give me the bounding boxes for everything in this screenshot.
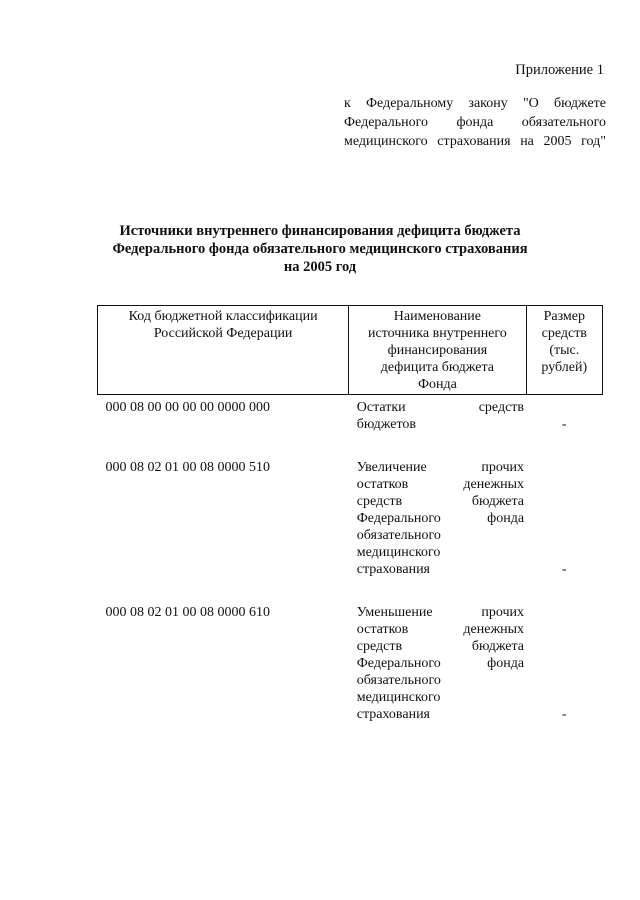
name-line: Уменьшение прочих [356, 605, 525, 620]
law-reference-line: к Федеральному закону "О бюджете [344, 96, 606, 111]
column-header-name [349, 306, 526, 395]
name-line: обязательного [356, 528, 441, 543]
row-code: 000 08 00 00 00 00 0000 000 [105, 400, 270, 415]
name-line: медицинского [356, 690, 441, 705]
title-line: Федерального фонда обязательного медицинского страхования [112, 241, 528, 257]
amount-value: - [561, 707, 567, 722]
name-line: Федерального фонда [356, 511, 525, 526]
name-line: страхования [356, 707, 430, 722]
table-row [98, 455, 603, 578]
title-line: Источники внутреннего финансирования дефицита бюджета [119, 223, 521, 239]
table-row [98, 395, 603, 434]
name-line: обязательного [356, 673, 441, 688]
row-amount [526, 600, 602, 723]
table-row [98, 600, 603, 723]
name-line: страхования [356, 562, 430, 577]
law-reference-line: Федерального фонда обязательного [344, 115, 606, 130]
row-amount [526, 395, 602, 434]
header-line: Код бюджетной классификации [128, 309, 318, 324]
name-line: Увеличение прочих [356, 460, 525, 475]
law-reference [344, 94, 606, 151]
row-amount [526, 455, 602, 578]
name-line: бюджетов [356, 417, 416, 432]
row-name [349, 455, 526, 578]
row-name [349, 600, 526, 723]
document-title [100, 222, 540, 276]
header-line: финансирования [387, 343, 488, 358]
amount-value: - [561, 562, 567, 577]
header-line: Фонда [417, 377, 457, 392]
column-header-code [98, 306, 349, 395]
name-line: средств бюджета [356, 639, 525, 654]
name-line: медицинского [356, 545, 441, 560]
name-line: средств бюджета [356, 494, 525, 509]
column-header-amount [526, 306, 602, 395]
law-reference-line: медицинского страхования на 2005 год" [344, 134, 606, 149]
name-line: Остатки средств [356, 400, 525, 415]
header-line: рублей) [541, 360, 588, 375]
name-line: Федерального фонда [356, 656, 525, 671]
amount-value: - [561, 417, 567, 432]
name-line: остатков денежных [356, 477, 525, 492]
row-spacer [98, 433, 603, 455]
header-line: Российской Федерации [153, 326, 293, 341]
row-code: 000 08 02 01 00 08 0000 510 [105, 460, 270, 475]
financing-sources-table [97, 305, 603, 723]
title-line: на 2005 год [283, 259, 357, 275]
header-line: источника внутреннего [367, 326, 507, 341]
row-spacer [98, 578, 603, 600]
row-name [349, 395, 526, 434]
header-line: дефицита бюджета [380, 360, 495, 375]
appendix-label: Приложение 1 [515, 62, 604, 78]
name-line: остатков денежных [356, 622, 525, 637]
header-line: Наименование [393, 309, 481, 324]
header-line: средств [541, 326, 587, 341]
table-header-row [98, 306, 603, 395]
header-line: (тыс. [549, 343, 580, 358]
header-line: Размер [543, 309, 585, 324]
row-code: 000 08 02 01 00 08 0000 610 [105, 605, 270, 620]
